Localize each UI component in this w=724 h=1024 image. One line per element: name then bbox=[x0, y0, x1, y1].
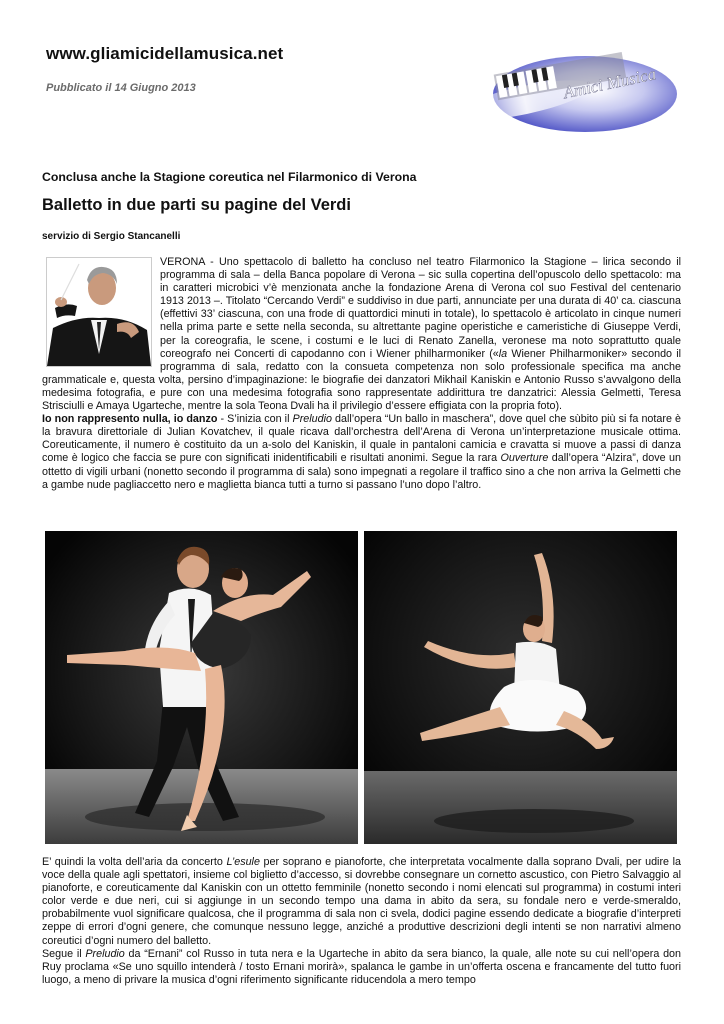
paragraph-4-text: Segue il bbox=[42, 947, 86, 960]
publication-date: Pubblicato il 14 Giugno 2013 bbox=[46, 82, 196, 94]
site-logo bbox=[455, 42, 680, 142]
dance-photo-leap bbox=[364, 531, 677, 844]
paragraph-3-text: E’ quindi la volta dell’aria da concerto bbox=[42, 856, 227, 868]
site-url[interactable]: www.gliamicidellamusica.net bbox=[46, 44, 284, 63]
paragraph-2-italic-preludio: Preludio bbox=[292, 413, 332, 426]
article-body bbox=[42, 256, 681, 492]
paragraph-4-text-cont: da “Ernani” col Russo in tuta nera e la Ugarteche in abito da sera bianco, la quale, alle note su cui nell’opera don Ruy proclama «Se uno squillo intenderà / tosto Ernani morirà», spalanca le gambe in un’offerta oscena e francamente del tutto fuori luogo, a meno di privare la musica d’ogni riferimento significante riducendola a mero tempo bbox=[42, 947, 682, 986]
conductor-photo bbox=[47, 258, 151, 366]
paragraph-2-italic-ouverture: Ouverture bbox=[500, 452, 549, 465]
dance-photo-couple bbox=[45, 531, 358, 844]
paragraph-2-text-cont: dall’opera “Un ballo in maschera”, dove quel che sùbito più si fa notare è la bravura direttoriale di Julian Kovatchev, il quale ricava dall’orchestra dell’Arena di Verona un’interpretazione musicale ottima. Coreuticamente, il numero è costituito da un a-solo del Kaniskin, il quale in pantaloni camicia e cravatta si muove a passi di danza come è logico che faccia se pure con significati inidentificabili e risultati anonimi. Segue la rara bbox=[42, 413, 681, 465]
article-headline: Balletto in due parti su pagine del Verdi bbox=[42, 196, 351, 214]
article-kicker: Conclusa anche la Stagione coreutica nel Filarmonico di Verona bbox=[42, 170, 417, 184]
conductor-portrait bbox=[46, 257, 152, 367]
logo-graphic bbox=[455, 42, 680, 142]
logo-text: Amici Musica bbox=[561, 64, 658, 103]
paragraph-4-italic: Preludio bbox=[85, 947, 125, 960]
article-byline: servizio di Sergio Stancanelli bbox=[42, 231, 181, 242]
paragraph-2-text: - S’inizia con il bbox=[217, 413, 293, 426]
article-body-continued bbox=[42, 856, 681, 987]
paragraph-3-text-cont: per soprano e pianoforte, che interpretata vocalmente dalla soprano Dvali, per udire la voce della quale agli spettatori, insieme col biglietto d’accesso, si dovrebbe consegnare un cornetto ascustico, con Pietro Salvaggio al pianoforte, e coreuticamente dal Kaniskin con un ottetto femminile (nonetto secondo i nomi elencati sul programma) in costumi interi color verde e due neri, cui si aggiunge in un secondo tempo una dama in abito da sera, su fondale nero e verde-smeraldo, probabilmente vuol significare qualcosa, che il programma di sala non ci svela, dodici pagine essendo dedicate a biografie d’interpreti zeppe di errori d’ogni genere, che comunque nessuno legge, anziché a produttive descrizioni degli intenti se non narrativi almeno coreutici d’ogni numero del balletto. bbox=[42, 856, 681, 947]
paragraph-2-text-end: dall’opera “Alzira”, dove un ottetto di vigili urbani (nonetto secondo il programma di sala) sono impegnati a regolare il traffico sino a che non arriva la Gelmetti che a gambe nude pagliaccetto nero e maglietta bianca tutti a turno si passano l’uno dopo l’altro. bbox=[42, 452, 682, 491]
paragraph-1-text: VERONA - Uno spettacolo di balletto ha concluso nel teatro Filarmonico la Stagione – lirica secondo il programma di sala – della Banca popolare di Verona – sic sulla copertina dell’opuscolo dello spettacolo: ma in caratteri microbici v’è menzionata anche la fondazione Arena di Verona col suo Festival del centenario 1913 2013 –. Titolato “Cercando Verdi” e suddiviso in due parti, annunciate per una durata di 40’ ca. ciascuna (effettivi 33’ ciascuna, con una frode di quattordici minuti in totale), lo spettacolo è articolato in cinque numeri nella prima parte e sette nella seconda, su altrettante pagine operistiche e cameristiche di Giuseppe Verdi, per la coreografia, le scene, i costumi e le luci di Renato Zanella, veronese ma noto soprattutto quale coreografo nei Concerti di capodanno con i Wiener philharmoniker (« bbox=[160, 256, 681, 360]
paragraph-1-italic: la bbox=[498, 347, 508, 360]
paragraph-2-lead: Io non rappresento nulla, io danzo bbox=[42, 413, 218, 426]
paragraph-3-italic: L’esule bbox=[226, 856, 260, 868]
paragraph-1-text-cont: Wiener Philharmoniker» secondo il programma di sala, redatto con la consueta competenza non solo professionale specifica ma anche grammaticale e, questa volta, persino d’impaginazione: le biografie dei danzatori Mikhail Kaniskin e Antonio Russo s’avvalgono della medesima fotografia, e pure con una medesima fotografia sono rappresentate addirittura tre danzatrici: Alessia Gelmetti, Teresa Strisciulli e Amaya Ugarteche, mentre la sola Teona Dvali ha il privilegio d’essere effigiata con la propria foto). bbox=[42, 347, 681, 413]
